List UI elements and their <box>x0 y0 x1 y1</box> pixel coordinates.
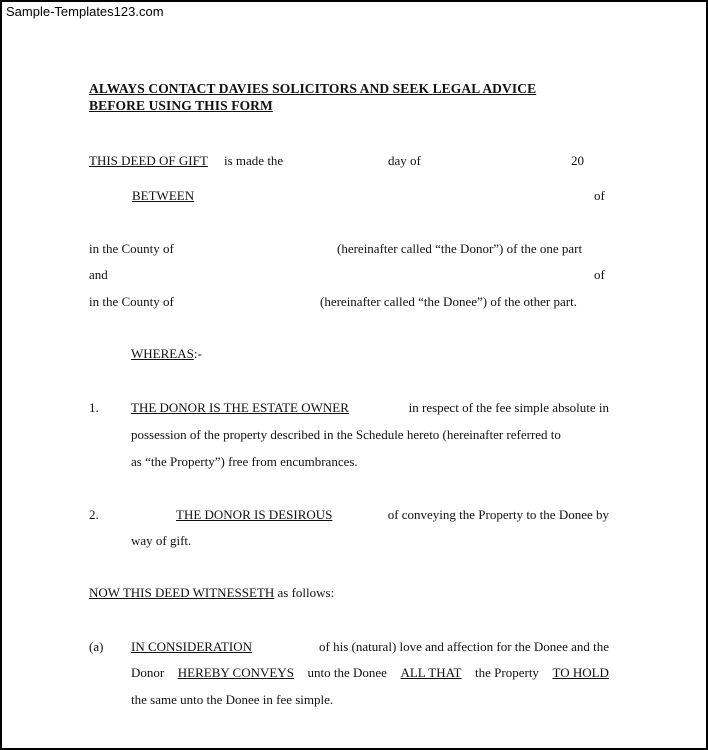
warning-line-1: ALWAYS CONTACT DAVIES SOLICITORS AND SEEK LEGAL ADVICE <box>89 81 537 96</box>
between-label: BETWEEN <box>132 188 195 203</box>
whereas-heading <box>131 346 202 362</box>
clause-a-donor: Donor <box>131 665 165 680</box>
clause-2-line-1-rest: of conveying the Property to the Donee by <box>387 507 609 522</box>
clause-a-to-hold: TO HOLD <box>552 665 609 680</box>
county-of-donee: in the County of <box>89 294 174 309</box>
year-prefix: 20 <box>571 153 584 168</box>
witnesseth-line <box>89 585 334 601</box>
clause-a-the-property: the Property <box>475 665 539 680</box>
clause-1-line-2: possession of the property described in the Schedule hereto (hereinafter referred to <box>131 427 561 442</box>
donee-definition: (hereinafter called “the Donee”) of the other part. <box>320 294 577 309</box>
clause-2-number: 2. <box>89 507 99 522</box>
and-text: and <box>89 267 108 282</box>
clause-a-hereby-conveys: HEREBY CONVEYS <box>177 665 294 680</box>
clause-2-lead: THE DONOR IS DESIROUS <box>176 507 333 522</box>
whereas-label: WHEREAS <box>131 346 194 361</box>
clause-a-lead: IN CONSIDERATION <box>131 639 252 654</box>
whereas-suffix: :- <box>193 346 202 361</box>
clause-1-line-1-rest: in respect of the fee simple absolute in <box>408 400 609 415</box>
donee-of: of <box>594 267 605 282</box>
witnesseth-label: NOW THIS DEED WITNESSETH <box>89 585 275 600</box>
clause-a-line-1-rest: of his (natural) love and affection for the Donee and the <box>319 639 609 654</box>
day-of-text: day of <box>388 153 421 168</box>
clause-a-line-3: the same unto the Donee in fee simple. <box>131 692 334 707</box>
clause-1-line-3: as “the Property”) free from encumbrances. <box>131 454 358 469</box>
witnesseth-rest: as follows: <box>277 585 335 600</box>
warning-line-2: BEFORE USING THIS FORM <box>89 98 273 113</box>
clause-a-number: (a) <box>89 639 104 654</box>
between-of: of <box>594 188 605 203</box>
clause-a-all-that: ALL THAT <box>400 665 462 680</box>
watermark-text: Sample-Templates123.com <box>6 4 164 19</box>
clause-a-unto-donee: unto the Donee <box>307 665 387 680</box>
clause-2-line-1 <box>176 507 609 523</box>
clause-a-line-1 <box>131 639 609 655</box>
clause-1-number: 1. <box>89 400 99 415</box>
clause-2-line-2: way of gift. <box>131 533 192 548</box>
is-made-text: is made the <box>224 153 284 168</box>
clause-a-line-2 <box>131 665 609 681</box>
clause-1-lead: THE DONOR IS THE ESTATE OWNER <box>131 400 349 415</box>
deed-of-gift-label: THIS DEED OF GIFT <box>89 153 208 168</box>
county-of-donor: in the County of <box>89 241 174 256</box>
donor-definition: (hereinafter called “the Donor”) of the one part <box>337 241 583 256</box>
clause-1-line-1 <box>131 400 609 416</box>
